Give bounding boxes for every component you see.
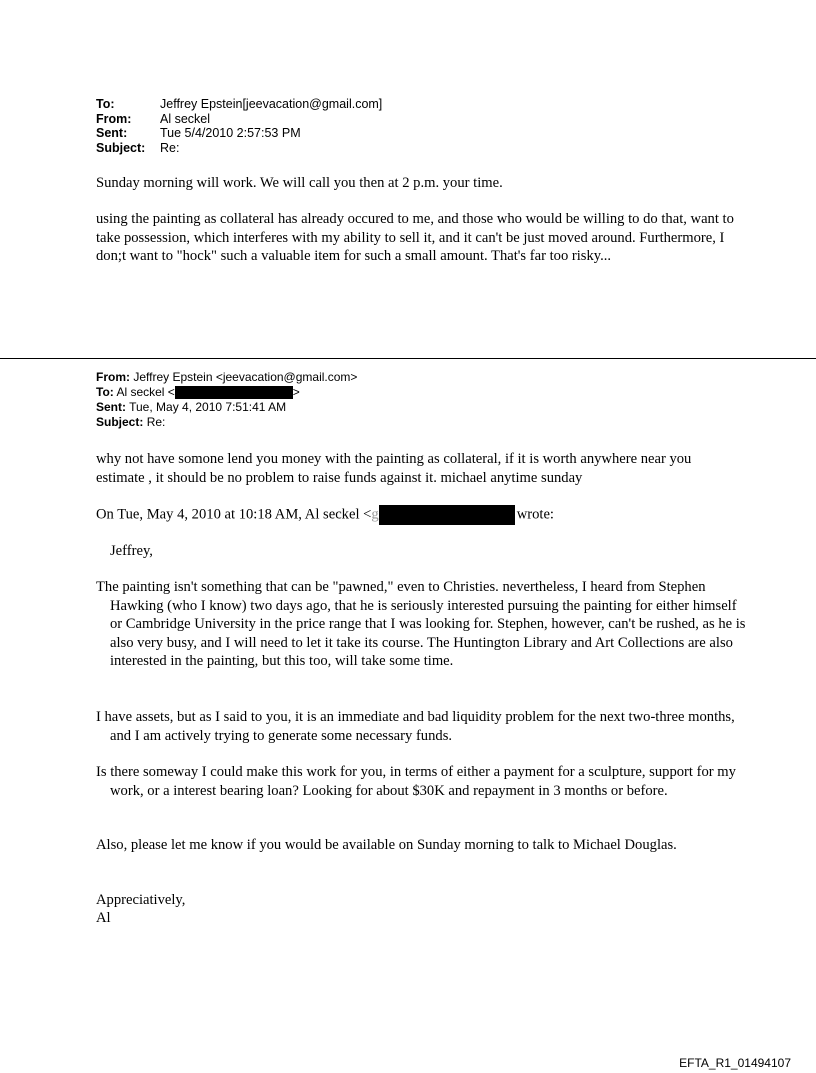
signature: Al xyxy=(96,910,111,926)
quoted-from-value: Jeffrey Epstein <jeevacation@gmail.com> xyxy=(133,370,358,384)
from-value: Al seckel xyxy=(160,111,211,126)
sent-label: Sent: xyxy=(96,126,128,140)
on-wrote-prefix: On Tue, May 4, 2010 at 10:18 AM, Al seckel < xyxy=(96,506,372,523)
from-label: From: xyxy=(96,111,132,126)
closing: Appreciatively, xyxy=(96,892,186,908)
quoted-to-suffix: > xyxy=(292,385,300,399)
on-wrote-faint: g xyxy=(371,506,379,523)
quoted-paragraph-1: why not have somone lend you money with the painting as collateral, if it is worth anywhere near you estimate , it should be no problem to raise funds against it. michael anytime sunday xyxy=(96,451,692,486)
quoted-header xyxy=(96,370,357,430)
quoted-subject-value: Re: xyxy=(146,415,166,429)
quoted-subject-row xyxy=(96,415,357,430)
separator-line xyxy=(0,358,816,359)
on-wrote-line xyxy=(96,505,736,525)
header-subject-row xyxy=(96,141,382,156)
quoted-paragraph-3: I have assets, but as I said to you, it is an immediate and bad liquidity problem for the next two-three months, and I am actively trying to generate some necessary funds. xyxy=(96,709,735,744)
subject-label: Subject: xyxy=(96,140,146,155)
sent-value: Tue 5/4/2010 2:57:53 PM xyxy=(160,126,301,140)
to-label: To: xyxy=(96,97,115,111)
document-id: EFTA_R1_01494107 xyxy=(679,1056,791,1070)
reply-paragraph-2: using the painting as collateral has already occured to me, and those who would be willing to do that, want to take possession, which interferes with my ability to sell it, and it can't be just moved around. Furthermore, I don;t want to "hock" such a valuable item for such a small amount. That's far too risky... xyxy=(96,211,734,264)
redaction-bar xyxy=(379,505,515,525)
subject-value: Re: xyxy=(160,140,180,155)
quoted-paragraph-2: The painting isn't something that can be "pawned," even to Christies. nevertheless, I heard from Stephen Hawking (who I know) two days ago, that he is seriously interested pursuing the painting for either himself or Cambridge University in the price range that I was looking for. Stephen, however, can't be rushed, as he is also very busy, and I will need to let it take its course. The Huntington Library and Art Collections are also interested in the painting, but this too, will take some time. xyxy=(96,579,746,669)
quoted-from-label: From: xyxy=(96,370,130,384)
quoted-paragraph-5: Also, please let me know if you would be available on Sunday morning to talk to Michael Douglas. xyxy=(96,837,677,853)
quoted-sent-label: Sent: xyxy=(96,400,126,414)
quoted-to-prefix: Al seckel < xyxy=(116,385,175,399)
quoted-sent-row xyxy=(96,400,357,415)
redaction-bar xyxy=(175,386,293,399)
reply-paragraph-1: Sunday morning will work. We will call you then at 2 p.m. your time. xyxy=(96,175,503,191)
on-wrote-suffix: wrote: xyxy=(516,506,554,523)
header-to-row xyxy=(96,97,382,112)
quoted-to-label: To: xyxy=(96,385,114,399)
header-from-row xyxy=(96,112,382,127)
quoted-sent-value: Tue, May 4, 2010 7:51:41 AM xyxy=(129,400,287,414)
quoted-from-row xyxy=(96,370,357,385)
email-header xyxy=(96,97,382,155)
greeting: Jeffrey, xyxy=(110,543,153,559)
header-sent-row xyxy=(96,126,382,141)
quoted-paragraph-4: Is there someway I could make this work for you, in terms of either a payment for a sculpture, support for my work, or a interest bearing loan? Looking for about $30K and repayment in 3 months or before. xyxy=(96,764,736,799)
quoted-subject-label: Subject: xyxy=(96,415,144,429)
to-value: Jeffrey Epstein[jeevacation@gmail.com] xyxy=(160,97,383,111)
quoted-to-row xyxy=(96,385,357,400)
